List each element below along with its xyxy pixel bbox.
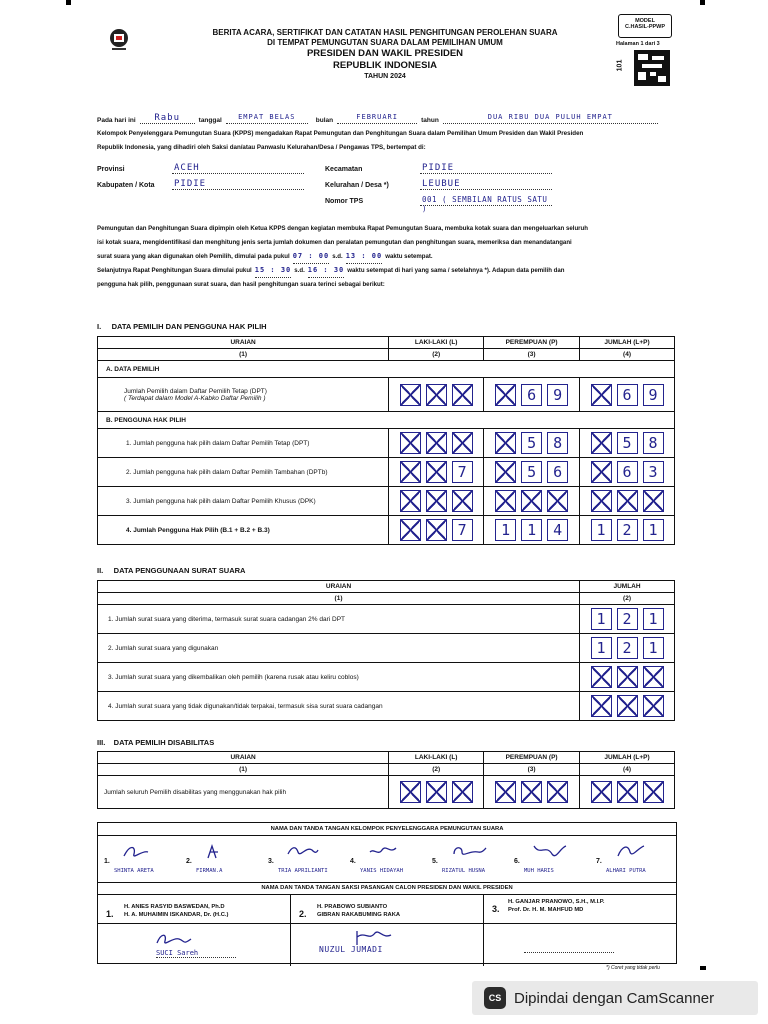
digit-box[interactable] [426, 781, 447, 803]
saksi-1-line2: H. A. MUHAIMIN ISKANDAR, Dr. (H.C.) [124, 912, 229, 918]
digit-box[interactable] [400, 519, 421, 541]
corner-mark-right [700, 0, 705, 5]
s1-b3-text: 3. Jumlah pengguna hak pilih dalam Daftar Pemilih Khusus (DPK) [98, 487, 389, 516]
section2-title: II. DATA PENGGUNAAN SURAT SUARA [97, 566, 246, 575]
saksi-1-line1: H. ANIES RASYID BASWEDAN, Ph.D [124, 904, 225, 910]
date-value[interactable]: EMPAT BELAS [226, 113, 308, 124]
saksi-1-signer: SUCI Sareh [156, 949, 236, 958]
intro-line-2: Kelompok Penyelenggara Pemungutan Suara (KPPS) mengadakan Rapat Pemungutan dan Penghitungan Suara dalam Pemilihan Umum Presiden dan Wakil Presiden [97, 130, 584, 137]
s2-r1-text: 1. Jumlah surat suara yang diterima, termasuk surat suara cadangan 2% dari DPT [98, 605, 580, 634]
digit-box[interactable]: 5 [617, 432, 638, 454]
digit-box[interactable] [426, 461, 447, 483]
s3-r1-perempuan [484, 781, 579, 803]
digit-box[interactable]: 8 [643, 432, 664, 454]
month-label: bulan [315, 117, 334, 124]
digit-box[interactable]: 1 [521, 519, 542, 541]
kpps-signature [202, 842, 244, 864]
kecamatan-value[interactable]: PIDIE [420, 163, 552, 174]
p3-end-time[interactable]: 13 : 00 [346, 250, 383, 264]
digit-box[interactable]: 6 [521, 384, 542, 406]
digit-box[interactable] [643, 490, 664, 512]
kpps-row [98, 836, 676, 883]
s1-num1: (1) [98, 349, 389, 361]
kpps-signature [612, 842, 654, 864]
saksi-col-1 [98, 895, 291, 966]
kpps-signature [284, 842, 326, 864]
s2-r2-jumlah [580, 637, 674, 659]
camscanner-label: Dipindai dengan CamScanner [514, 989, 715, 1007]
signature-block [97, 822, 677, 964]
s2-num2: (2) [580, 593, 675, 605]
digit-box[interactable] [643, 781, 664, 803]
saksi-col-3 [484, 895, 676, 966]
title-line-1: BERITA ACARA, SERTIFIKAT DAN CATATAN HASIL PENGHITUNGAN PEROLEHAN SUARA [212, 28, 558, 37]
kpps-member [350, 836, 430, 882]
p4-pre: Selanjutnya Rapat Penghitungan Suara dimulai pukul [97, 267, 252, 274]
digit-box[interactable]: 6 [617, 384, 638, 406]
digit-box[interactable]: 1 [591, 608, 612, 630]
s1-col-jumlah: JUMLAH (L+P) [580, 337, 675, 349]
kpps-member [104, 836, 184, 882]
s2-r4-jumlah [580, 695, 674, 717]
s2-num1: (1) [98, 593, 580, 605]
digit-box[interactable] [591, 432, 612, 454]
s1-a1-sub: ( Terdapat dalam Model A-Kabko Daftar Pemilih ) [124, 394, 266, 402]
digit-box[interactable] [591, 490, 612, 512]
kpps-member [186, 836, 266, 882]
intro-line-3: Republik Indonesia, yang dihadiri oleh Saksi dan/atau Panwaslu Kelurahan/Desa / Pengawas TPS, bertempat di: [97, 144, 426, 151]
kpps-member-name: FIRMAN.A [196, 868, 223, 874]
body-p3 [97, 250, 697, 264]
digit-box[interactable]: 1 [643, 637, 664, 659]
digit-box[interactable] [400, 384, 421, 406]
s1-a1-perempuan [484, 384, 579, 406]
s1-b1-laki [389, 432, 483, 454]
digit-box[interactable]: 9 [547, 384, 568, 406]
digit-box[interactable]: 7 [452, 519, 473, 541]
digit-box[interactable]: 1 [591, 519, 612, 541]
digit-box[interactable] [452, 490, 473, 512]
digit-box[interactable]: 2 [617, 608, 638, 630]
digit-box[interactable] [426, 384, 447, 406]
kelurahan-value[interactable]: LEUBUE [420, 179, 552, 190]
kpu-logo [108, 28, 130, 54]
day-label: Pada hari ini [97, 117, 136, 124]
digit-box[interactable] [452, 432, 473, 454]
digit-box[interactable]: 6 [617, 461, 638, 483]
digit-box[interactable]: 5 [521, 461, 542, 483]
s2-r3-text: 3. Jumlah surat suara yang dikembalikan oleh pemilih (karena rusak atau keliru coblos) [98, 663, 580, 692]
saksi-header: NAMA DAN TANDA TANGAN SAKSI PASANGAN CALON PRESIDEN DAN WAKIL PRESIDEN [98, 883, 676, 895]
title-line-3: PRESIDEN DAN WAKIL PRESIDEN [306, 48, 464, 59]
s2-r3-jumlah [580, 666, 674, 688]
year-label: tahun [421, 117, 439, 124]
digit-box[interactable] [452, 384, 473, 406]
model-label: MODEL [635, 18, 655, 24]
s2-r1-jumlah [580, 608, 674, 630]
kpps-member [596, 836, 676, 882]
digit-box[interactable] [495, 490, 516, 512]
saksi-3-line1: H. GANJAR PRANOWO, S.H., M.I.P. [508, 899, 605, 905]
digit-box[interactable]: 1 [643, 608, 664, 630]
p4-sd: s.d. [294, 267, 305, 274]
digit-box[interactable] [426, 490, 447, 512]
kabupaten-label: Kabupaten / Kota [97, 182, 155, 189]
kpps-member-number: 4. [350, 858, 356, 865]
digit-box[interactable] [400, 781, 421, 803]
s1-a-label: A. DATA PEMILIH [98, 361, 675, 378]
saksi-1-signature [153, 931, 203, 949]
kabupaten-value[interactable]: PIDIE [172, 179, 304, 190]
s1-a1-jumlah [580, 384, 674, 406]
model-code: C.HASIL-PPWP [624, 24, 666, 30]
digit-box[interactable] [400, 490, 421, 512]
saksi-2-line1: H. PRABOWO SUBIANTO [317, 904, 388, 910]
s3-col-laki: LAKI-LAKI (L) [389, 752, 484, 764]
kpps-member-number: 6. [514, 858, 520, 865]
saksi-2-signer: NUZUL JUMADI [319, 945, 383, 954]
s3-num3: (3) [484, 764, 580, 776]
s3-r1-text: Jumlah seluruh Pemilih disabilitas yang menggunakan hak pilih [98, 776, 389, 809]
s1-b3-jumlah [580, 490, 674, 512]
digit-box[interactable]: 4 [547, 519, 568, 541]
s1-a1-text: Jumlah Pemilih dalam Daftar Pemilih Tetap (DPT) [124, 387, 267, 395]
tps-label: Nomor TPS [325, 198, 364, 205]
s3-r1-jumlah [580, 781, 674, 803]
section2-table [97, 580, 675, 721]
digit-box[interactable]: 6 [547, 461, 568, 483]
year-value[interactable]: DUA RIBU DUA PULUH EMPAT [443, 113, 658, 124]
digit-box[interactable]: 7 [452, 461, 473, 483]
s3-col-jumlah: JUMLAH (L+P) [580, 752, 675, 764]
digit-box[interactable] [591, 695, 612, 717]
s1-b4-laki [389, 519, 483, 541]
title-line-2: DI TEMPAT PEMUNGUTAN SUARA DALAM PEMILIHAN UMUM [267, 38, 503, 47]
digit-box[interactable]: 1 [591, 637, 612, 659]
kpps-member [268, 836, 348, 882]
title-line-4: REPUBLIK INDONESIA [333, 60, 437, 71]
digit-box[interactable] [495, 781, 516, 803]
p3-pre: surat suara yang akan digunakan oleh Pemilih, dimulai pada pukul [97, 253, 290, 260]
day-value[interactable]: Rabu [140, 113, 195, 124]
corner-mark-bottom [700, 966, 706, 970]
intro-line-1 [97, 113, 677, 124]
s1-num2: (2) [389, 349, 484, 361]
corner-mark-left [66, 0, 71, 5]
kpps-member-number: 2. [186, 858, 192, 865]
provinsi-label: Provinsi [97, 166, 125, 173]
digit-box[interactable]: 2 [617, 637, 638, 659]
kpps-member-name: YANIS HIDAYAH [360, 868, 404, 874]
body-p4 [97, 264, 697, 278]
s3-num4: (4) [580, 764, 675, 776]
kecamatan-label: Kecamatan [325, 166, 363, 173]
s1-b1-jumlah [580, 432, 674, 454]
digit-box[interactable] [495, 461, 516, 483]
digit-box[interactable] [617, 695, 638, 717]
digit-box[interactable] [521, 490, 542, 512]
s3-col-perempuan: PEREMPUAN (P) [484, 752, 580, 764]
digit-box[interactable]: 9 [643, 384, 664, 406]
digit-box[interactable] [591, 384, 612, 406]
body-p1: Pemungutan dan Penghitungan Suara dipimpin oleh Ketua KPPS dengan kegiatan membuka Rapat Pemungutan Suara, membuka kotak suara dan mengeluarkan seluruh [97, 225, 588, 232]
s1-a1-cell [98, 378, 389, 412]
title-line-5: TAHUN 2024 [364, 73, 406, 80]
kpps-member [432, 836, 512, 882]
p3-post: waktu setempat. [385, 253, 433, 260]
digit-box[interactable] [617, 781, 638, 803]
s3-r1-laki [389, 781, 483, 803]
saksi-3-line2: Prof. Dr. H. M. MAHFUD MD [508, 907, 584, 913]
saksi-2-num: 2. [299, 909, 307, 919]
s2-r4-text: 4. Jumlah surat suara yang tidak digunakan/tidak terpakai, termasuk sisa surat suara cadangan [98, 692, 580, 721]
page-label: Halaman 1 dari 3 [616, 41, 660, 47]
provinsi-value[interactable]: ACEH [172, 163, 304, 174]
kpps-signature [530, 842, 572, 864]
digit-box[interactable] [400, 461, 421, 483]
body-p2: isi kotak suara, mengidentifikasi dan menghitung jenis serta jumlah dokumen dan peralatan pemungutan dan penghitungan suara, memeriksa dan menandatangani [97, 239, 572, 246]
digit-box[interactable] [643, 695, 664, 717]
digit-box[interactable] [547, 781, 568, 803]
p4-start-time[interactable]: 15 : 30 [255, 264, 292, 278]
digit-box[interactable] [591, 781, 612, 803]
digit-box[interactable] [591, 666, 612, 688]
s1-b4-text: 4. Jumlah Pengguna Hak Pilih (B.1 + B.2 + B.3) [98, 516, 389, 545]
s2-col-uraian: URAIAN [98, 581, 580, 593]
saksi-3-signer-line [524, 951, 614, 953]
digit-box[interactable] [643, 666, 664, 688]
tps-value[interactable]: 001 ( SEMBILAN RATUS SATU ) [420, 195, 552, 206]
qr-code [634, 50, 670, 86]
digit-box[interactable] [426, 519, 447, 541]
kpps-member-number: 3. [268, 858, 274, 865]
digit-box[interactable]: 5 [521, 432, 542, 454]
digit-box[interactable] [617, 490, 638, 512]
digit-box[interactable] [426, 432, 447, 454]
digit-box[interactable] [452, 781, 473, 803]
section1-title: I. DATA PEMILIH DAN PENGGUNA HAK PILIH [97, 322, 267, 331]
footnote: *) Coret yang tidak perlu [606, 965, 660, 971]
date-label: tanggal [198, 117, 222, 124]
saksi-row [98, 895, 676, 966]
kelurahan-label: Kelurahan / Desa *) [325, 182, 389, 189]
s1-num3: (3) [484, 349, 580, 361]
digit-box[interactable]: 1 [495, 519, 516, 541]
s1-col-laki: LAKI-LAKI (L) [389, 337, 484, 349]
s1-num4: (4) [580, 349, 675, 361]
kpps-member-number: 1. [104, 858, 110, 865]
s1-b3-laki [389, 490, 483, 512]
digit-box[interactable] [400, 432, 421, 454]
kpps-member-name: TRIA APRILIANTI [278, 868, 328, 874]
s1-b3-perempuan [484, 490, 579, 512]
digit-box[interactable]: 2 [617, 519, 638, 541]
s1-b2-perempuan [484, 461, 579, 483]
month-value[interactable]: FEBRUARI [337, 113, 417, 124]
kpps-signature [120, 842, 162, 864]
p4-end-time[interactable]: 16 : 30 [308, 264, 345, 278]
kpps-signature [366, 842, 408, 864]
saksi-3-num: 3. [492, 904, 500, 914]
kpps-member-name: SHINTA ARETA [114, 868, 154, 874]
digit-box[interactable] [495, 432, 516, 454]
s3-num2: (2) [389, 764, 484, 776]
s1-col-uraian: URAIAN [98, 337, 389, 349]
body-p5: pengguna hak pilih, penggunaan surat suara, dan hasil penghitungan suara terinci sebagai berikut: [97, 281, 385, 288]
digit-box[interactable] [495, 384, 516, 406]
camscanner-icon: CS [484, 987, 506, 1009]
camscanner-badge [472, 981, 758, 1015]
s1-b1-perempuan [484, 432, 579, 454]
s3-col-uraian: URAIAN [98, 752, 389, 764]
kpps-signature [448, 842, 490, 864]
s2-r2-text: 2. Jumlah surat suara yang digunakan [98, 634, 580, 663]
kpps-member-number: 5. [432, 858, 438, 865]
s1-b4-jumlah [580, 519, 674, 541]
saksi-1-num: 1. [106, 909, 114, 919]
kpps-member-name: ALHARI PUTRA [606, 868, 646, 874]
section3-title: III. DATA PEMILIH DISABILITAS [97, 738, 215, 747]
digit-box[interactable] [591, 461, 612, 483]
s3-num1: (1) [98, 764, 389, 776]
p4-post: waktu setempat di hari yang sama / setelahnya *). Adapun data pemilih dan [347, 267, 565, 274]
p3-sd: s.d. [332, 253, 343, 260]
digit-box[interactable]: 1 [643, 519, 664, 541]
s2-col-jumlah: JUMLAH [580, 581, 675, 593]
s1-b2-laki [389, 461, 483, 483]
s1-b2-text: 2. Jumlah pengguna hak pilih dalam Daftar Pemilih Tambahan (DPTb) [98, 458, 389, 487]
model-box [618, 14, 672, 38]
digit-box[interactable] [547, 490, 568, 512]
saksi-col-2 [291, 895, 484, 966]
section1-table [97, 336, 675, 545]
kpps-member-name: RIZATUL HUSNA [442, 868, 486, 874]
digit-box[interactable] [521, 781, 542, 803]
digit-box[interactable] [617, 666, 638, 688]
s1-b4-perempuan [484, 519, 579, 541]
saksi-2-line2: GIBRAN RAKABUMING RAKA [317, 912, 401, 918]
kpps-member-number: 7. [596, 858, 602, 865]
s1-b-label: B. PENGGUNA HAK PILIH [98, 412, 675, 429]
s1-b2-jumlah [580, 461, 674, 483]
s1-col-perempuan: PEREMPUAN (P) [484, 337, 580, 349]
digit-box[interactable]: 3 [643, 461, 664, 483]
s1-a1-laki [389, 384, 483, 406]
digit-box[interactable]: 8 [547, 432, 568, 454]
form-number: 101 [616, 59, 624, 72]
section3-table [97, 751, 675, 809]
s1-b1-text: 1. Jumlah pengguna hak pilih dalam Daftar Pemilih Tetap (DPT) [98, 429, 389, 458]
kpps-header: NAMA DAN TANDA TANGAN KELOMPOK PENYELENGGARA PEMUNGUTAN SUARA [98, 823, 676, 836]
p3-start-time[interactable]: 07 : 00 [293, 250, 330, 264]
kpps-member-name: MUH HARIS [524, 868, 554, 874]
kpps-member [514, 836, 594, 882]
